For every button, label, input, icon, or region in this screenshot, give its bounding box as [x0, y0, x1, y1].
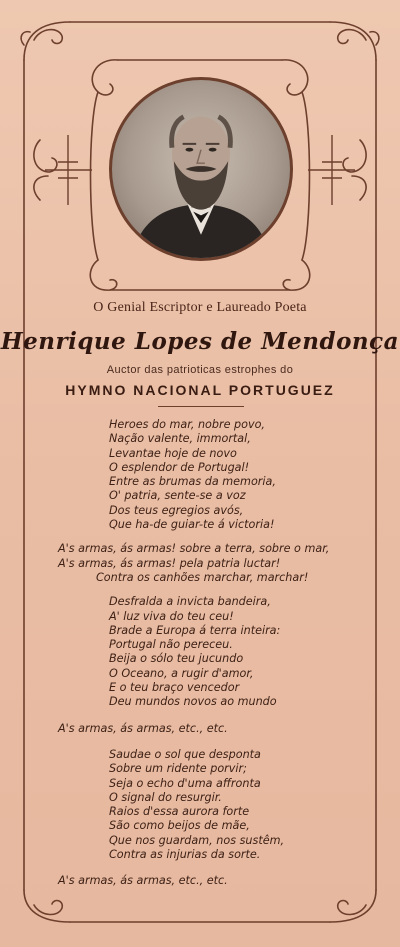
lyric-line: A's armas, ás armas, etc., etc.	[58, 721, 228, 735]
lyric-line: Entre as brumas da memoria,	[109, 475, 276, 489]
lyric-line: Desfralda a invicta bandeira,	[109, 595, 271, 609]
title-divider	[158, 406, 244, 407]
lyric-line: Levantae hoje de novo	[109, 446, 237, 460]
lyric-line: São como beijos de mãe,	[109, 819, 250, 833]
lyric-line: O Oceano, a rugir d'amor,	[109, 666, 254, 680]
chorus-short-1	[0, 722, 400, 736]
lyric-line: Heroes do mar, nobre povo,	[109, 418, 265, 431]
anthem-lyrics	[0, 418, 400, 889]
lyric-line: A's armas, ás armas! pela patria luctar!	[58, 556, 281, 570]
lyric-line: Beija o sólo teu jucundo	[109, 652, 244, 666]
stanza-1	[0, 418, 400, 532]
lyric-line: Raios d'essa aurora forte	[109, 805, 250, 819]
lyric-line: E o teu braço vencedor	[109, 681, 240, 695]
lyric-line: Contra as injurias da sorte.	[109, 848, 261, 862]
author-portrait	[109, 77, 293, 261]
lyric-line: A's armas, ás armas! sobre a terra, sobre o mar,	[58, 542, 330, 556]
author-name: Henrique Lopes de Mendonça	[0, 328, 400, 355]
author-description: Auctor das patrioticas estrophes do	[106, 364, 294, 376]
lyric-line: Que ha-de guiar-te á victoria!	[109, 518, 275, 532]
stanza-3	[0, 748, 400, 862]
lyric-line: O' patria, sente-se a voz	[109, 489, 246, 503]
lyric-line: Que nos guardam, nos sustêm,	[109, 833, 285, 847]
lyric-line: Seja o echo d'uma affronta	[109, 776, 261, 790]
lyric-line: Portugal não pereceu.	[109, 638, 233, 652]
lyric-line: A's armas, ás armas, etc., etc.	[58, 874, 228, 888]
lyric-line: Nação valente, immortal,	[109, 432, 251, 446]
lyric-line: O signal do resurgir.	[109, 790, 222, 804]
anthem-title: HYMNO NACIONAL PORTUGUEZ	[65, 382, 335, 398]
subtitle: O Genial Escriptor e Laureado Poeta	[93, 300, 307, 315]
lyric-line: O esplendor de Portugal!	[109, 460, 250, 474]
lyric-line: Sobre um ridente porvir;	[109, 762, 247, 776]
lyric-line: A' luz viva do teu ceu!	[109, 609, 234, 623]
lyric-line: Dos teus egregios avós,	[109, 503, 244, 517]
lyric-line: Deu mundos novos ao mundo	[109, 695, 277, 709]
lyric-line: Contra os canhões marchar, marchar!	[96, 570, 309, 584]
chorus-short-2	[0, 874, 400, 888]
lyric-line: Brade a Europa á terra inteira:	[109, 623, 281, 637]
chorus	[0, 542, 400, 585]
stanza-2	[0, 595, 400, 709]
lyric-line: Saudae o sol que desponta	[109, 747, 261, 761]
